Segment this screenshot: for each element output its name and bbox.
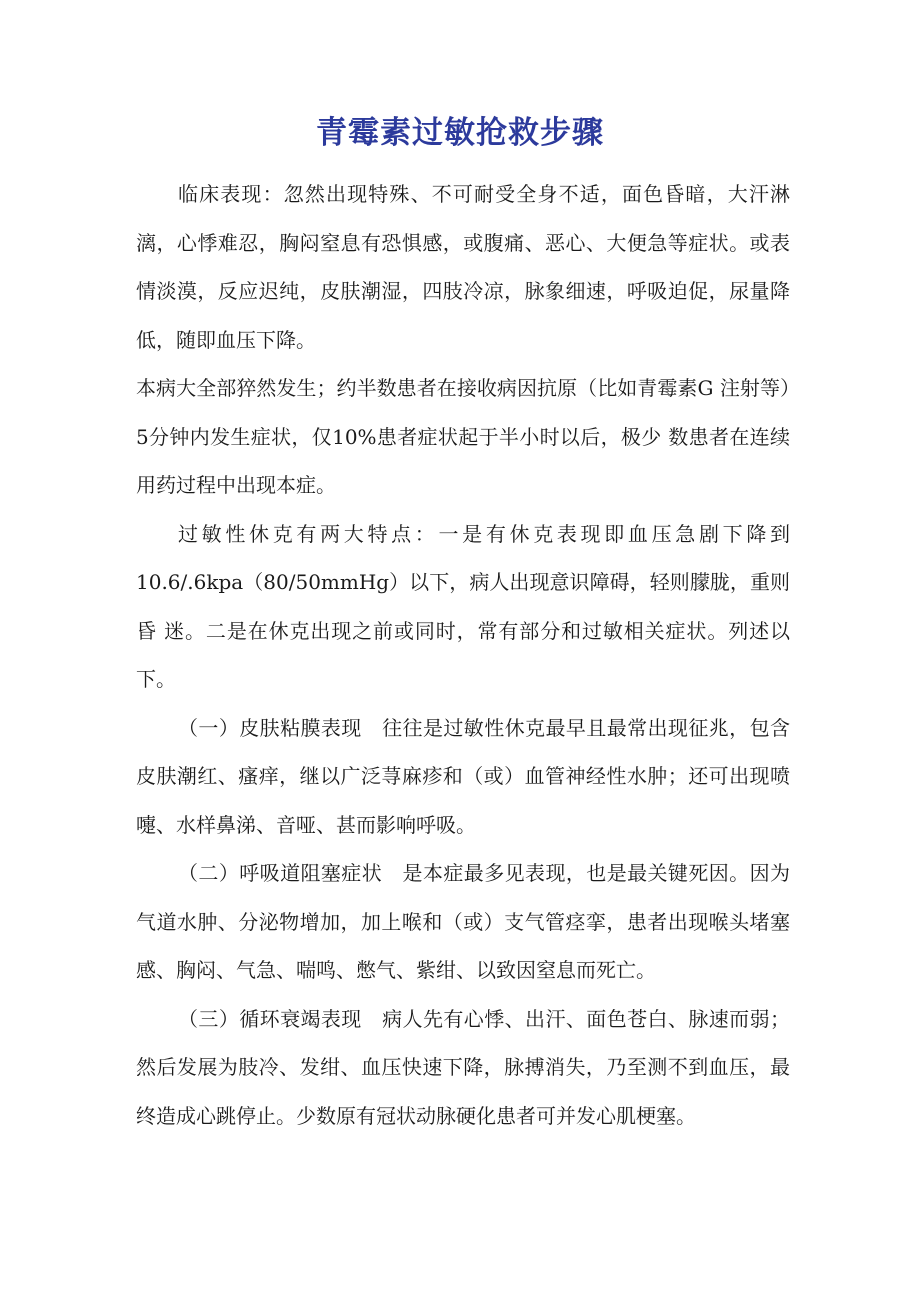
paragraph-circulatory-failure: （三）循环衰竭表现 病人先有心悸、出汗、面色苍白、脉速而弱；然后发展为肢冷、发绀、血压快速下降，脉搏消失，乃至测不到血压，最终造成心跳停止。少数原有冠状动脉硬化患者可并发心肌梗塞。 bbox=[136, 1006, 790, 1128]
paragraph-respiratory-obstruction: （二）呼吸道阻塞症状 是本症最多见表现，也是最关键死因。因为气道水肿、分泌物增加，加上喉和（或）支气管痉挛，患者出现喉头堵塞感、胸闷、气急、喘鸣、憋气、紫绀、以致因窒息而死亡。 bbox=[136, 861, 790, 982]
paragraph-skin-mucosa: （一）皮肤粘膜表现 往往是过敏性休克最早且最常出现征兆，包含皮肤潮红、瘙痒，继以广泛荨麻疹和（或）血管神经性水肿；还可出现喷嚏、水样鼻涕、音哑、甚而影响呼吸。 bbox=[136, 715, 790, 837]
document-title: 青霉素过敏抢救步骤 bbox=[316, 114, 604, 151]
document-body bbox=[136, 170, 790, 1140]
paragraph-shock-features: 过敏性休克有两大特点：一是有休克表现即血压急剧下降到10.6/.6kpa（80/50mmHg）以下，病人出现意识障碍，轻则朦胧，重则昏 迷。二是在休克出现之前或同时，常有部分和过敏相关症状。列述以 下。 bbox=[136, 521, 790, 691]
paragraph-clinical-manifestations: 临床表现：忽然出现特殊、不可耐受全身不适，面色昏暗，大汗淋漓，心悸难忍，胸闷窒息有恐惧感，或腹痛、恶心、大便急等症状。或表情淡漠，反应迟纯，皮肤潮湿，四肢冷凉，脉象细速，呼吸迫促，尿量降低，随即血压下降。 bbox=[136, 182, 790, 352]
paragraph-onset: 本病大全部猝然发生；约半数患者在接收病因抗原（比如青霉素G 注射等）5分钟内发生症状，仅10%患者症状起于半小时以后，极少 数患者在连续用药过程中出现本症。 bbox=[136, 376, 790, 497]
